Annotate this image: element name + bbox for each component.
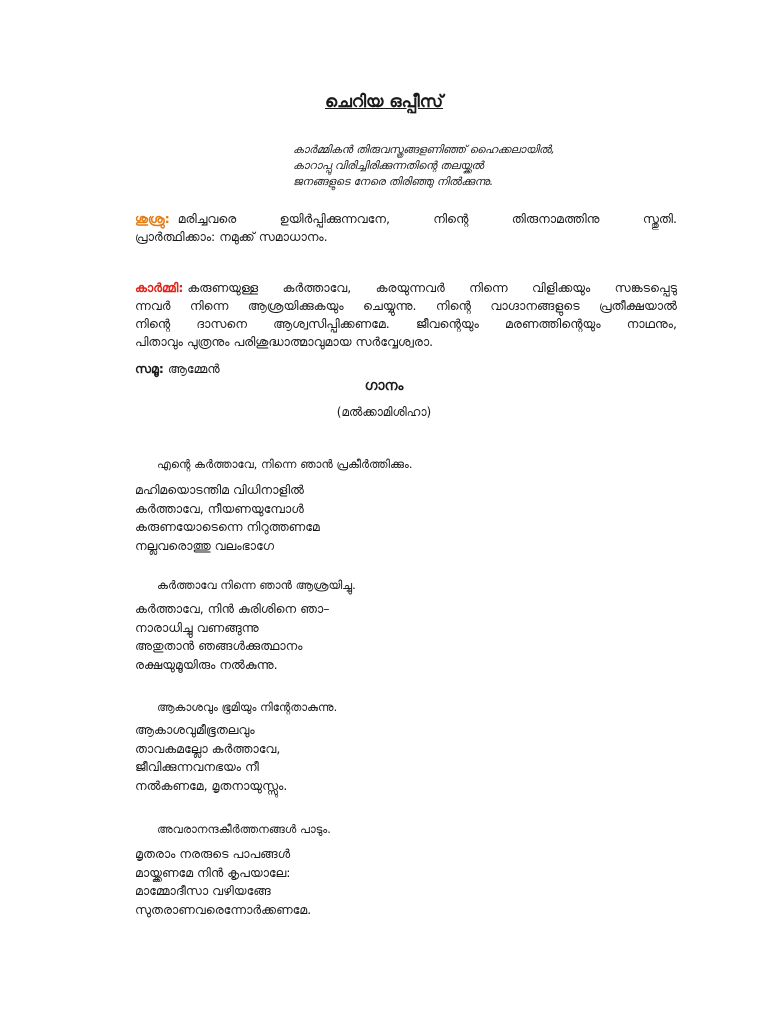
stanza xyxy=(135,845,311,919)
paragraph-line xyxy=(135,228,677,246)
stanza-line: മായ്ക്കണമേ നിൻ കൃപയാലേ: xyxy=(135,864,291,880)
speaker-label: കാർമ്മി: xyxy=(135,280,184,295)
word: കരുണയുള്ള xyxy=(187,280,259,295)
paragraph-line xyxy=(135,315,677,333)
stanza-line: മഹിമയൊടന്തിമ വിധിനാളിൽ xyxy=(135,482,304,497)
word: മരണത്തിന്റെയും xyxy=(505,316,601,331)
speaker-label: സമൂ: xyxy=(135,361,164,376)
word: നിന്റെ xyxy=(135,316,171,331)
word: നിന്നെ xyxy=(469,280,508,295)
word: ഉയിർപ്പിക്കുന്നവനേ, xyxy=(279,211,390,226)
stanza-line: കരുണയോടെന്നെ നിറുത്തണമേ xyxy=(135,519,320,534)
word: നിന്റെ xyxy=(435,298,471,313)
paragraph-text: പ്രാർത്ഥിക്കാം: നമുക്ക് സമാധാനം. xyxy=(135,229,328,244)
stanza-line: മൃതരാം നരരുടെ പാപങ്ങൾ xyxy=(135,846,291,861)
paragraph-line xyxy=(135,210,677,228)
rubric-line: ജനങ്ങളുടെ നേരെ തിരിഞ്ഞു നിൽക്കുന്നു. xyxy=(293,175,494,188)
word: ദാസനെ xyxy=(196,316,247,331)
stanza-line: ആകാശവുമീഭൂതലവും xyxy=(135,722,255,737)
speaker-label: ശുശ്രു: xyxy=(135,211,170,226)
word: ചെയ്യുന്നു. xyxy=(362,298,417,313)
hymn-tune: (മൽക്കാമിശിഹാ) xyxy=(336,405,432,419)
word: ആശ്രയിക്കുകയും xyxy=(247,298,344,313)
paragraph-line xyxy=(135,333,677,351)
word: സ്തുതി. xyxy=(642,211,677,226)
refrain: ആകാശവും ഭൂമിയും നിന്റേതാകുന്നു. xyxy=(157,700,338,714)
word: വാഗ്ദാനങ്ങളുടെ xyxy=(490,298,580,313)
stanza-line: നൽകണമേ, മൃതനായുസ്സും. xyxy=(135,777,288,793)
stanza-line: സുതരാണവരെന്നോർക്കണമേ. xyxy=(135,901,312,917)
rubric-line: കാർമ്മികൻ തിരുവസ്ത്രങ്ങളണിഞ്ഞ് ഹൈക്കലായിൽ, xyxy=(293,143,555,156)
stanza xyxy=(135,481,320,555)
stanza-line: താവകമല്ലോ കർത്താവേ, xyxy=(135,740,281,756)
paragraph-line xyxy=(135,279,677,297)
paragraph-line xyxy=(135,297,677,315)
stanza-line: നാരാധിച്ചു വണങ്ങുന്നു xyxy=(135,619,259,635)
refrain: കർത്താവേ നിന്നെ ഞാൻ ആശ്രയിച്ചു. xyxy=(157,578,356,592)
paragraph-text: പിതാവും പുത്രനും പരിശുദ്ധാത്മാവുമായ സർവ്വേശ്വരാ. xyxy=(135,334,434,349)
refrain: എന്റെ കർത്താവേ, നിന്നെ ഞാൻ പ്രകീർത്തിക്കും. xyxy=(157,457,413,471)
page-title: ചെറിയ ഒപ്പീസ് xyxy=(324,92,444,112)
stanza xyxy=(135,600,329,674)
response-text: ആമ്മേൻ xyxy=(167,361,220,376)
refrain: അവരാനന്ദകീർത്തനങ്ങൾ പാടും. xyxy=(157,822,331,836)
word: തിരുനാമത്തിനു xyxy=(511,211,600,226)
priest-paragraph xyxy=(135,279,677,351)
stanza-line: കർത്താവേ, നീയണയുമ്പോൾ xyxy=(135,500,304,516)
word: നാഥനും, xyxy=(626,316,677,331)
word: ആശ്വസിപ്പിക്കണമേ. xyxy=(273,316,390,331)
word: ന്നവർ xyxy=(135,298,171,313)
word: മരിച്ചവരെ xyxy=(177,211,237,226)
stanza-line: രക്ഷയുമൂയിരും നൽകുന്നു. xyxy=(135,656,278,672)
stanza xyxy=(135,721,287,795)
deacon-paragraph xyxy=(135,210,677,246)
stanza-line: അതുതാൻ ഞങ്ങൾക്കുത്ഥാനം xyxy=(135,638,303,653)
word: നിന്റെ xyxy=(433,211,469,226)
stanza-line: മാമ്മോദീസാ വഴിയങ്ങേ xyxy=(135,883,271,898)
word: പ്രതീക്ഷയാൽ xyxy=(598,298,677,313)
hymn-title: ഗാനം xyxy=(364,378,404,394)
word: വിളിക്കയും xyxy=(532,280,591,295)
word: കരയുന്നവർ xyxy=(375,280,445,295)
word: സങ്കടപ്പെടു xyxy=(614,280,677,295)
people-response xyxy=(135,361,220,377)
word: ജീവന്റെയും xyxy=(415,316,479,331)
rubric xyxy=(293,142,555,190)
stanza-line: കർത്താവേ, നിൻ കുരിശിനെ ഞാ– xyxy=(135,601,330,616)
stanza-line: ജീവിക്കുന്നവനഭയം നീ xyxy=(135,759,259,774)
stanza-line: നല്ലവരൊത്തു വലംഭാഗേ xyxy=(135,537,275,553)
word: നിന്നെ xyxy=(189,298,229,313)
word: കർത്താവേ, xyxy=(282,280,352,295)
rubric-line: കാറാപ്പു വിരിച്ചിരിക്കുന്നതിന്റെ തലയ്ക്കൽ xyxy=(293,159,484,172)
